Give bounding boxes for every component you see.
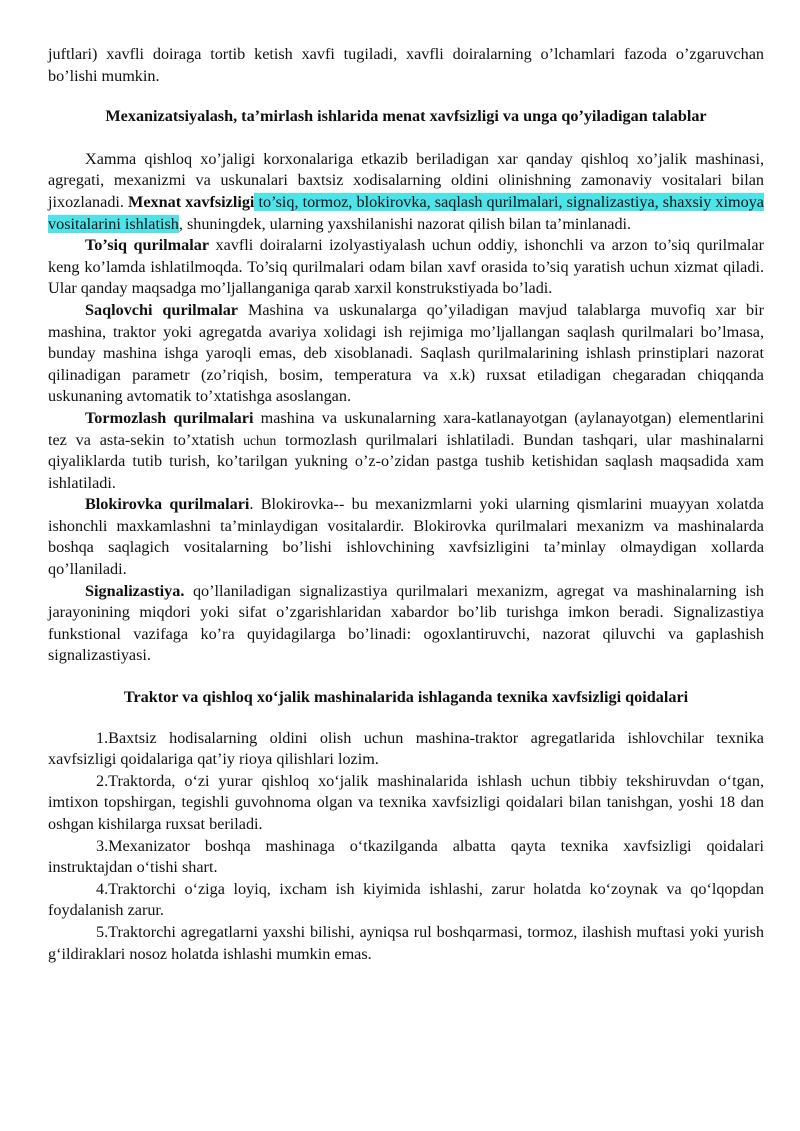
paragraph-text: mashina va uskunalarning xara-katlanayotgan (aylanayotgan) elementlarini tez va asta-sekin to’xtatish xyxy=(48,408,764,449)
term-signalization: Signalizastiya. xyxy=(85,581,185,600)
term-guard-devices: To’siq qurilmalar xyxy=(85,236,210,255)
paragraph-text: tormozlash qurilmalari ishlatiladi. Bundan tashqari, ular mashinalarni qiyaliklarda tutib turish, ko’tarilgan yukning o’z-o’zidan pastga tushib ketishidan saqlash maqsadida xam ishlatiladi. xyxy=(48,430,764,492)
paragraph-text: Xamma qishloq xo’jaligi korxonalariga etkazib beriladigan xar qanday qishloq xo’jalik mashinasi, agregati, mexanizmi va uskunalari baxtsiz xodisalarning oldini olinishning zamonaviy vositalari bilan jixozlanadi. xyxy=(48,149,764,211)
rule-item-5: 5.Traktorchi agregatlarni yaxshi bilishi, ayniqsa rul boshqarmasi, tormoz, ilashish muftasi yoki yurish g‘ildiraklari nosoz holatda ishlashi mumkin emas. xyxy=(48,922,764,963)
paragraph-text: Mashina va uskunalarga qo’yiladigan mavjud talablarga muvofiq xar bir mashina, traktor yoki agregatda avariya xolidagi ish rejimiga mo’ljallangan saqlash qurilmalari bo’lmasa, bunday mashina ishga yaroqli emas, deb xisoblanadi. Saqlash qurilmalarining ishlash prinstiplari nazorat qilinadigan parametr (zo’riqish, bosim, temperatura va x.k) ruxsat etiladigan chegaradan chiqqanda uskunaning avtomatik to’xtatishga asoslangan. xyxy=(48,300,764,406)
paragraph-text-small: uchun xyxy=(243,432,277,448)
section-heading-mechanization: Mexanizatsiyalash, ta’mirlash ishlarida menat xavfsizligi va unga qo’yiladigan talablar xyxy=(105,107,707,126)
rule-item-4: 4.Traktorchi o‘ziga loyiq, ixcham ish kiyimida ishlashi, zarur holatda ko‘zoynak va qo‘lqopdan foydalanish zarur. xyxy=(48,879,764,920)
document-page xyxy=(48,44,764,965)
paragraph-text: qo’llaniladigan signalizastiya qurilmalari mexanizm, agregat va mashinalarning ish jarayonining miqdori yoki sifat o’zgarishlaridan xabardor bo’lib turishga imkon beradi. Signalizastiya funkstional vazifaga ko’ra quyidagilarga bo’linadi: ogoxlantiruvchi, nazorat qiluvchi va gaplashish signalizastiyasi. xyxy=(48,581,764,665)
intro-paragraph: juftlari) xavfli doiraga tortib ketish xavfi tugiladi, xavfli doiralarning o’lchamlari fazoda o’zgaruvchan bo’lishi mumkin. xyxy=(48,45,764,85)
term-labor-safety: Mexnat xavfsizligi xyxy=(128,192,255,211)
paragraph-text: , shuningdek, ularning yaxshilanishi nazorat qilish bilan ta’minlanadi. xyxy=(178,214,632,233)
paragraph-text: xavfli doiralarni izolyastiyalash uchun oddiy, ishonchli va arzon to’siq qurilmalar keng ko’lamda ishlatilmoqda. To’siq qurilmalari odam bilan xavf orasida to’siq yaratish uchun xizmat qiladi. Ular qanday maqsadga mo’ljallanganiga qarab xarxil konstrukstiyada bo’ladi. xyxy=(48,236,764,298)
rule-item-3: 3.Mexanizator boshqa mashinaga o‘tkazilganda albatta qayta texnika xavfsizligi qoidalari instruktajdan o‘tishi shart. xyxy=(48,836,764,877)
rule-item-2: 2.Traktorda, o‘zi yurar qishloq xo‘jalik mashinalarida ishlash uchun tibbiy tekshiruvdan o‘tgan, imtixon topshirgan, tegishli guvohnoma olgan va texnika xavfsizligi qoidalari bilan tanishgan, yoshi 18 dan oshgan kishilarga ruxsat beriladi. xyxy=(48,771,764,833)
section-heading-tractor-safety: Traktor va qishloq xo‘jalik mashinalarida ishlaganda texnika xavfsizligi qoidalari xyxy=(123,688,689,707)
rule-item-1: 1.Baxtsiz hodisalarning oldini olish uchun mashina-traktor agregatlarida ishlovchilar texnika xavfsizligi qoidalariga qat’iy rioya qilishlari lozim. xyxy=(48,728,764,769)
term-protective-devices: Saqlovchi qurilmalar xyxy=(85,300,238,319)
paragraph-signalization xyxy=(48,581,764,667)
paragraph-blocking-devices xyxy=(48,494,764,580)
paragraph-text: . Blokirovka-- bu mexanizmlarni yoki ularning qismlarini muayyan xolatda ishonchli maxkamlashni ta’minlaydigan vositalardir. Blokirovka qurilmalari mexanizm va mashinalarda boshqa saqlagich vositalarning bo’lishi ishlovchining xavfsizligini ta’minlay olmaydigan xollarda qo’llaniladi. xyxy=(48,495,764,579)
term-blocking-devices: Blokirovka qurilmalari xyxy=(85,495,250,514)
paragraph-guard-devices xyxy=(48,235,764,300)
paragraph-protective-devices xyxy=(48,300,764,408)
term-brake-devices: Tormozlash qurilmalari xyxy=(85,408,254,427)
paragraph-general xyxy=(48,149,764,235)
highlighted-text: to’siq, tormoz, blokirovka, saqlash qurilmalari, signalizastiya, shaxsiy ximoya vositalarini ishlatish xyxy=(48,192,764,233)
paragraph-brake-devices xyxy=(48,408,764,494)
